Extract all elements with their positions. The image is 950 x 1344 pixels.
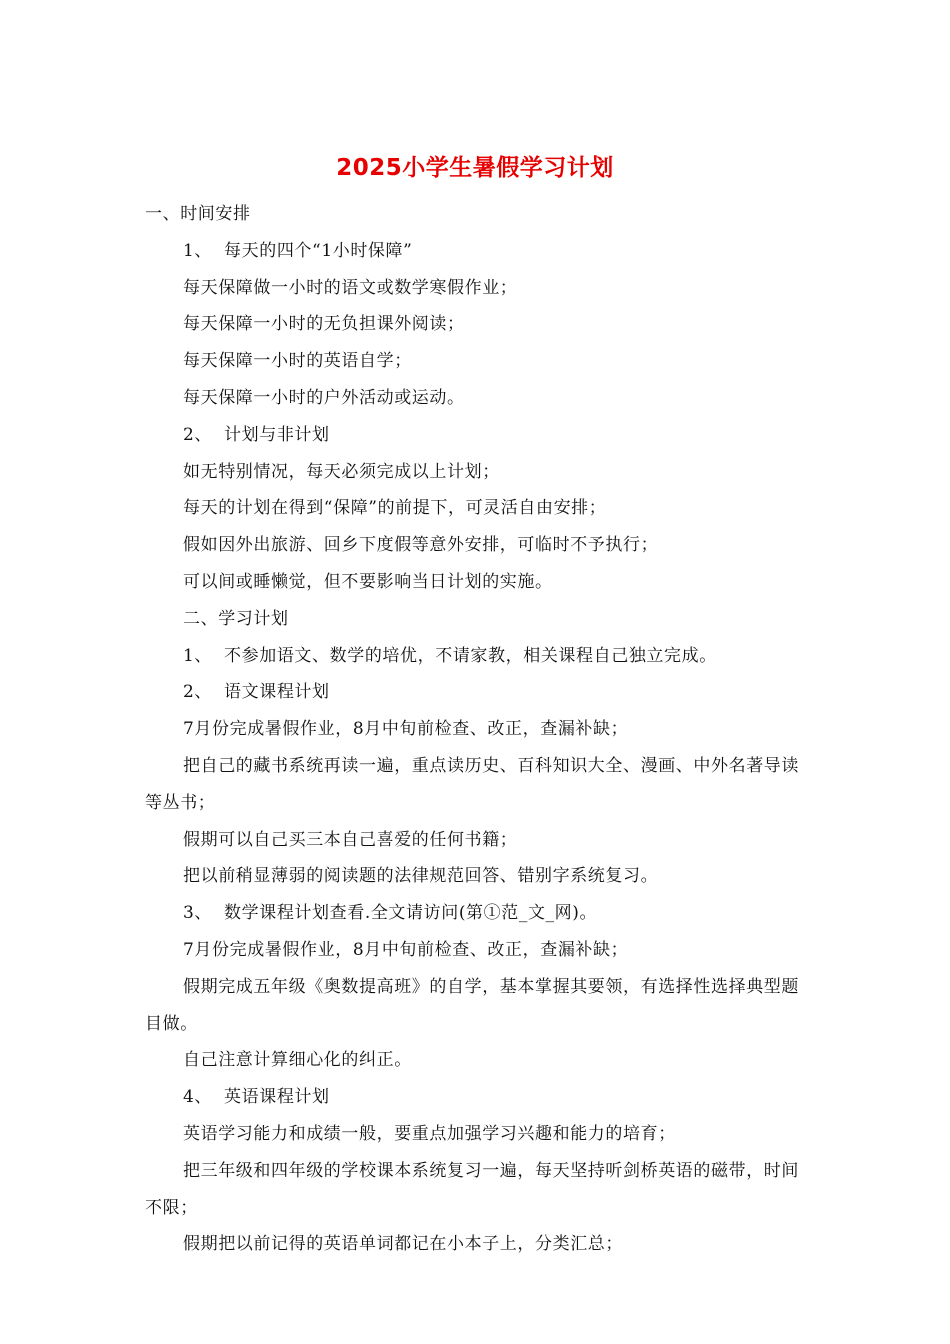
paragraph: 假如因外出旅游、回乡下度假等意外安排，可临时不予执行；: [183, 535, 659, 556]
paragraph: 把以前稍显薄弱的阅读题的法律规范回答、错别字系统复习。: [183, 866, 659, 887]
paragraph: 7月份完成暑假作业，8月中旬前检查、改正，查漏补缺；: [183, 939, 629, 960]
paragraph: 假期可以自己买三本自己喜爱的任何书籍；: [183, 829, 518, 850]
paragraph: 把自己的藏书系统再读一遍，重点读历史、百科知识大全、漫画、中外名著导读等丛书；: [145, 755, 799, 813]
paragraph: 假期完成五年级《奥数提高班》的自学，基本掌握其要领，有选择性选择典型题目做。: [145, 976, 799, 1034]
document-title: 2025小学生暑假学习计划: [336, 155, 614, 181]
paragraph: 2、 语文课程计划: [183, 682, 330, 703]
paragraph: 二、学习计划: [183, 608, 289, 629]
paragraph: 2、 计划与非计划: [183, 424, 330, 445]
paragraph: 每天保障一小时的无负担课外阅读；: [183, 314, 465, 335]
paragraph: 1、 每天的四个“1小时保障”: [183, 240, 413, 261]
paragraph: 把三年级和四年级的学校课本系统复习一遍，每天坚持听剑桥英语的磁带，时间不限；: [145, 1160, 799, 1218]
document-body: [145, 196, 810, 1263]
paragraph: 每天保障一小时的户外活动或运动。: [183, 387, 465, 408]
paragraph: 可以间或睡懒觉，但不要影响当日计划的实施。: [183, 571, 553, 592]
paragraph: 每天的计划在得到“保障”的前提下，可灵活自由安排；: [183, 498, 607, 519]
paragraph: 一、时间安排: [145, 204, 251, 224]
paragraph: 如无特别情况，每天必须完成以上计划；: [183, 461, 500, 482]
paragraph: 1、 不参加语文、数学的培优，不请家教，相关课程自己独立完成。: [183, 645, 717, 666]
paragraph: 每天保障做一小时的语文或数学寒假作业；: [183, 277, 518, 298]
paragraph: 假期把以前记得的英语单词都记在小本子上，分类汇总；: [183, 1234, 623, 1255]
paragraph: 3、 数学课程计划查看.全文请访问(第①范_文_网)。: [183, 903, 598, 924]
paragraph: 自己注意计算细心化的纠正。: [183, 1050, 412, 1071]
paragraph: 英语学习能力和成绩一般，要重点加强学习兴趣和能力的培育；: [183, 1123, 676, 1144]
paragraph: 7月份完成暑假作业，8月中旬前检查、改正，查漏补缺；: [183, 719, 629, 740]
paragraph: 每天保障一小时的英语自学；: [183, 351, 412, 372]
paragraph: 4、 英语课程计划: [183, 1087, 330, 1108]
